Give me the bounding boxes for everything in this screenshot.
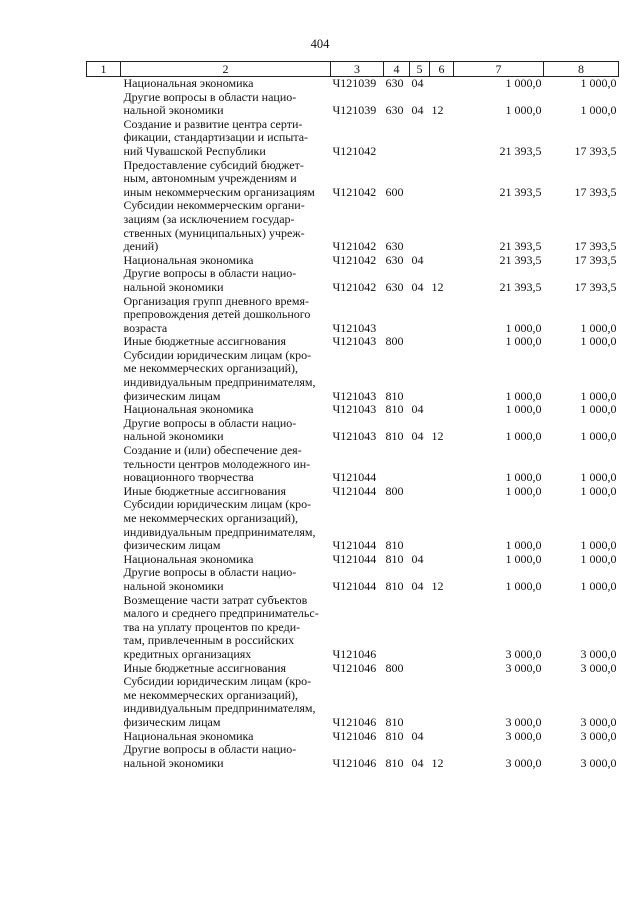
cell-value-7: 1 000,0 xyxy=(505,551,542,566)
cell-value-8: 1 000,0 xyxy=(580,578,617,593)
cell-vr: 810 xyxy=(385,388,404,403)
cell-rz xyxy=(410,335,430,349)
cell-code: Ч121046 xyxy=(332,755,377,770)
cell-vr xyxy=(384,295,410,336)
name-line: Субсидии юридическим лицам (кро- xyxy=(123,347,312,362)
cell-name xyxy=(121,335,331,349)
cell-pr xyxy=(430,594,454,662)
table-row xyxy=(87,77,619,91)
column-header-4: 4 xyxy=(384,62,410,77)
cell-rz xyxy=(410,444,430,485)
cell-code: Ч121044 xyxy=(332,538,377,553)
cell-vr: 810 xyxy=(385,551,404,566)
name-line: нальной экономики xyxy=(123,429,224,444)
table-row xyxy=(87,335,619,349)
cell-name xyxy=(121,349,331,403)
cell-value-7: 1 000,0 xyxy=(505,320,542,335)
name-line: нальной экономики xyxy=(123,103,224,118)
cell-rz: 04 xyxy=(411,103,424,118)
cell-value-7: 3 000,0 xyxy=(505,714,542,729)
cell-value-7: 3 000,0 xyxy=(505,646,542,661)
cell-code: Ч121044 xyxy=(332,578,377,593)
name-line: Национальная экономика xyxy=(123,402,254,417)
cell-name xyxy=(121,566,331,593)
cell-vr xyxy=(384,444,410,485)
name-line: иным некоммерческим организациям xyxy=(123,184,315,199)
name-line: Субсидии юридическим лицам (кро- xyxy=(123,674,312,689)
table-row xyxy=(87,403,619,417)
cell-value-7: 21 393,5 xyxy=(499,239,542,254)
name-line: ний Чувашской Республики xyxy=(123,143,266,158)
cell-vr: 630 xyxy=(385,252,404,267)
cell-col1 xyxy=(87,159,121,200)
cell-pr xyxy=(430,335,454,349)
cell-name xyxy=(121,498,331,552)
cell-vr: 810 xyxy=(385,578,404,593)
column-header-1: 1 xyxy=(87,62,121,77)
cell-code: Ч121042 xyxy=(332,279,377,294)
cell-pr: 12 xyxy=(431,103,444,118)
header-row xyxy=(87,62,619,77)
name-line: малого и среднего предпринимательс- xyxy=(123,606,319,621)
name-line: зациям (за исключением государ- xyxy=(123,211,295,226)
cell-code: Ч121044 xyxy=(332,551,377,566)
cell-pr: 12 xyxy=(431,429,444,444)
name-line: Создание и (или) обеспечение дея- xyxy=(123,443,302,458)
cell-pr xyxy=(430,254,454,268)
cell-rz: 04 xyxy=(411,755,424,770)
cell-value-8: 1 000,0 xyxy=(580,538,617,553)
cell-code: Ч121039 xyxy=(332,76,377,90)
cell-rz: 04 xyxy=(411,402,424,417)
cell-code: Ч121043 xyxy=(332,402,377,417)
name-line: новационного творчества xyxy=(123,470,254,485)
table-row xyxy=(87,91,619,118)
cell-vr: 630 xyxy=(385,239,404,254)
cell-value-8: 3 000,0 xyxy=(580,660,617,675)
cell-vr: 800 xyxy=(385,660,404,675)
cell-rz: 04 xyxy=(411,279,424,294)
cell-vr: 810 xyxy=(385,402,404,417)
cell-col1 xyxy=(87,743,121,770)
name-line: физическим лицам xyxy=(123,714,221,729)
table-row xyxy=(87,730,619,744)
name-line: Иные бюджетные ассигнования xyxy=(123,660,286,675)
cell-name xyxy=(121,485,331,499)
cell-name xyxy=(121,199,331,253)
cell-value-7: 21 393,5 xyxy=(499,279,542,294)
cell-value-8: 1 000,0 xyxy=(580,320,617,335)
cell-col1 xyxy=(87,254,121,268)
name-line: Национальная экономика xyxy=(123,551,254,566)
name-line: физическим лицам xyxy=(123,388,221,403)
cell-col1 xyxy=(87,267,121,294)
name-line: индивидуальным предпринимателям, xyxy=(123,524,316,539)
cell-value-7: 1 000,0 xyxy=(505,103,542,118)
name-line: нальной экономики xyxy=(123,578,224,593)
cell-name xyxy=(121,444,331,485)
column-header-2: 2 xyxy=(121,62,331,77)
cell-col1 xyxy=(87,566,121,593)
cell-code: Ч121046 xyxy=(332,660,377,675)
name-line: Национальная экономика xyxy=(123,252,254,267)
name-line: Иные бюджетные ассигнования xyxy=(123,334,286,349)
name-line: дений) xyxy=(123,239,159,254)
cell-value-7: 1 000,0 xyxy=(505,388,542,403)
name-line: индивидуальным предпринимателям, xyxy=(123,375,316,390)
cell-value-7: 3 000,0 xyxy=(505,660,542,675)
cell-col1 xyxy=(87,553,121,567)
cell-value-8: 1 000,0 xyxy=(580,76,617,90)
cell-rz xyxy=(410,349,430,403)
cell-pr xyxy=(430,403,454,417)
name-line: там, привлеченным в российских xyxy=(123,633,295,648)
name-line: Создание и развитие центра серти- xyxy=(123,116,303,131)
cell-rz xyxy=(410,118,430,159)
column-header-6: 6 xyxy=(430,62,454,77)
cell-rz: 04 xyxy=(411,429,424,444)
name-line: Другие вопросы в области нацио- xyxy=(123,266,297,281)
cell-value-7: 1 000,0 xyxy=(505,76,542,90)
cell-name xyxy=(121,675,331,729)
cell-col1 xyxy=(87,77,121,91)
cell-rz xyxy=(410,498,430,552)
cell-value-8: 3 000,0 xyxy=(580,714,617,729)
cell-col1 xyxy=(87,485,121,499)
cell-value-8: 17 393,5 xyxy=(574,184,617,199)
cell-code: Ч121044 xyxy=(332,483,377,498)
cell-value-7: 1 000,0 xyxy=(505,538,542,553)
table-row xyxy=(87,553,619,567)
cell-col1 xyxy=(87,199,121,253)
cell-name xyxy=(121,254,331,268)
cell-name xyxy=(121,267,331,294)
name-line: кредитных организациях xyxy=(123,646,252,661)
name-line: ме некоммерческих организаций), xyxy=(123,511,299,525)
cell-col1 xyxy=(87,662,121,676)
cell-value-8: 1 000,0 xyxy=(580,334,617,349)
cell-pr xyxy=(430,553,454,567)
page-number: 404 xyxy=(310,37,330,51)
cell-col1 xyxy=(87,498,121,552)
cell-vr: 600 xyxy=(385,184,404,199)
cell-code: Ч121042 xyxy=(332,239,377,254)
cell-value-8: 17 393,5 xyxy=(574,252,617,267)
cell-name xyxy=(121,553,331,567)
cell-name xyxy=(121,594,331,662)
budget-table xyxy=(86,61,619,770)
cell-rz xyxy=(410,675,430,729)
table-row xyxy=(87,118,619,159)
cell-vr: 810 xyxy=(385,728,404,743)
cell-pr xyxy=(430,295,454,336)
cell-name xyxy=(121,91,331,118)
name-line: Иные бюджетные ассигнования xyxy=(123,483,286,498)
cell-name xyxy=(121,118,331,159)
name-line: Организация групп дневного время- xyxy=(123,293,309,308)
cell-code: Ч121046 xyxy=(332,646,377,661)
name-line: Субсидии юридическим лицам (кро- xyxy=(123,497,312,512)
table-body xyxy=(87,62,619,771)
cell-vr: 630 xyxy=(385,76,404,90)
name-line: тва на уплату процентов по креди- xyxy=(123,619,301,634)
table-row xyxy=(87,485,619,499)
cell-rz: 04 xyxy=(411,76,424,90)
cell-col1 xyxy=(87,349,121,403)
cell-value-7: 3 000,0 xyxy=(505,728,542,743)
name-line: Национальная экономика xyxy=(123,728,254,743)
table-row xyxy=(87,675,619,729)
cell-pr xyxy=(430,730,454,744)
cell-vr xyxy=(384,594,410,662)
cell-pr xyxy=(430,118,454,159)
name-line: Возмещение части затрат субъектов xyxy=(123,592,308,607)
name-line: Субсидии некоммерческим органи- xyxy=(123,198,305,213)
table-row xyxy=(87,349,619,403)
cell-code: Ч121043 xyxy=(332,320,377,335)
cell-col1 xyxy=(87,91,121,118)
cell-rz xyxy=(410,662,430,676)
cell-value-8: 1 000,0 xyxy=(580,402,617,417)
cell-value-8: 3 000,0 xyxy=(580,728,617,743)
cell-pr xyxy=(430,498,454,552)
cell-col1 xyxy=(87,675,121,729)
cell-pr xyxy=(430,444,454,485)
name-line: Другие вопросы в области нацио- xyxy=(123,415,297,430)
cell-value-7: 1 000,0 xyxy=(505,402,542,417)
table-row xyxy=(87,594,619,662)
cell-value-7: 1 000,0 xyxy=(505,470,542,485)
cell-pr xyxy=(430,77,454,91)
cell-name xyxy=(121,403,331,417)
name-line: нальной экономики xyxy=(123,279,224,294)
column-header-8: 8 xyxy=(544,62,619,77)
cell-pr xyxy=(430,675,454,729)
cell-code: Ч121042 xyxy=(332,184,377,199)
cell-vr: 810 xyxy=(385,538,404,553)
name-line: ме некоммерческих организаций), xyxy=(123,361,299,376)
name-line: ме некоммерческих организаций), xyxy=(123,687,299,702)
cell-rz: 04 xyxy=(411,728,424,743)
cell-code: Ч121039 xyxy=(332,103,377,118)
cell-name xyxy=(121,295,331,336)
cell-code: Ч121044 xyxy=(332,470,377,485)
cell-col1 xyxy=(87,730,121,744)
cell-vr: 810 xyxy=(385,429,404,444)
cell-name xyxy=(121,417,331,444)
table-row xyxy=(87,295,619,336)
cell-pr xyxy=(430,662,454,676)
cell-value-8: 1 000,0 xyxy=(580,103,617,118)
cell-vr: 800 xyxy=(385,483,404,498)
cell-value-8: 1 000,0 xyxy=(580,429,617,444)
table-row xyxy=(87,267,619,294)
table-row xyxy=(87,498,619,552)
table-row xyxy=(87,444,619,485)
cell-value-8: 17 393,5 xyxy=(574,279,617,294)
cell-code: Ч121046 xyxy=(332,728,377,743)
cell-code: Ч121043 xyxy=(332,429,377,444)
cell-code: Ч121043 xyxy=(332,334,377,349)
cell-code: Ч121046 xyxy=(332,714,377,729)
table-row xyxy=(87,743,619,770)
column-header-3: 3 xyxy=(331,62,384,77)
table-row xyxy=(87,159,619,200)
cell-rz xyxy=(410,295,430,336)
cell-pr xyxy=(430,199,454,253)
cell-col1 xyxy=(87,118,121,159)
cell-vr xyxy=(384,118,410,159)
name-line: нальной экономики xyxy=(123,755,224,770)
cell-vr: 810 xyxy=(385,714,404,729)
column-header-5: 5 xyxy=(410,62,430,77)
cell-col1 xyxy=(87,444,121,485)
name-line: тельности центров молодежного ин- xyxy=(123,456,311,471)
name-line: физическим лицам xyxy=(123,538,221,553)
table-row xyxy=(87,199,619,253)
cell-value-7: 1 000,0 xyxy=(505,483,542,498)
name-line: Предоставление субсидий бюджет- xyxy=(123,157,304,172)
cell-value-8: 17 393,5 xyxy=(574,143,617,158)
cell-rz xyxy=(410,594,430,662)
cell-value-8: 1 000,0 xyxy=(580,470,617,485)
cell-name xyxy=(121,159,331,200)
cell-rz xyxy=(410,159,430,200)
cell-value-8: 1 000,0 xyxy=(580,483,617,498)
cell-code: Ч121042 xyxy=(332,252,377,267)
cell-rz: 04 xyxy=(411,551,424,566)
cell-vr: 810 xyxy=(385,755,404,770)
table-row xyxy=(87,662,619,676)
cell-value-8: 1 000,0 xyxy=(580,388,617,403)
cell-value-7: 3 000,0 xyxy=(505,755,542,770)
cell-pr xyxy=(430,159,454,200)
cell-name xyxy=(121,730,331,744)
cell-col1 xyxy=(87,417,121,444)
cell-value-8: 3 000,0 xyxy=(580,646,617,661)
name-line: препровождения детей дошкольного xyxy=(123,307,311,322)
cell-rz: 04 xyxy=(411,578,424,593)
name-line: Другие вопросы в области нацио- xyxy=(123,89,297,104)
table-row xyxy=(87,566,619,593)
cell-pr xyxy=(430,349,454,403)
cell-col1 xyxy=(87,403,121,417)
cell-vr: 630 xyxy=(385,279,404,294)
cell-col1 xyxy=(87,295,121,336)
cell-value-7: 1 000,0 xyxy=(505,429,542,444)
cell-code: Ч121042 xyxy=(332,143,377,158)
cell-name xyxy=(121,77,331,91)
cell-rz xyxy=(410,485,430,499)
name-line: фикации, стандартизации и испыта- xyxy=(123,130,309,145)
cell-pr xyxy=(430,485,454,499)
cell-rz: 04 xyxy=(411,252,424,267)
cell-value-8: 1 000,0 xyxy=(580,551,617,566)
cell-col1 xyxy=(87,335,121,349)
name-line: Национальная экономика xyxy=(123,76,254,90)
cell-name xyxy=(121,743,331,770)
table-row xyxy=(87,417,619,444)
cell-value-7: 21 393,5 xyxy=(499,184,542,199)
cell-vr: 630 xyxy=(385,103,404,118)
cell-pr: 12 xyxy=(431,279,444,294)
cell-value-7: 1 000,0 xyxy=(505,578,542,593)
cell-value-7: 21 393,5 xyxy=(499,252,542,267)
name-line: ственных (муниципальных) учреж- xyxy=(123,225,305,240)
cell-value-8: 3 000,0 xyxy=(580,755,617,770)
name-line: возраста xyxy=(123,320,168,335)
name-line: Другие вопросы в области нацио- xyxy=(123,742,297,757)
column-header-7: 7 xyxy=(454,62,544,77)
cell-value-7: 1 000,0 xyxy=(505,334,542,349)
name-line: индивидуальным предпринимателям, xyxy=(123,701,316,716)
cell-value-7: 21 393,5 xyxy=(499,143,542,158)
name-line: ным, автономным учреждениям и xyxy=(123,171,297,186)
name-line: Другие вопросы в области нацио- xyxy=(123,565,297,580)
cell-vr: 800 xyxy=(385,334,404,349)
cell-name xyxy=(121,662,331,676)
cell-col1 xyxy=(87,594,121,662)
cell-value-8: 17 393,5 xyxy=(574,239,617,254)
cell-code: Ч121043 xyxy=(332,388,377,403)
table-row xyxy=(87,254,619,268)
cell-rz xyxy=(410,199,430,253)
cell-pr: 12 xyxy=(431,578,444,593)
cell-pr: 12 xyxy=(431,755,444,770)
